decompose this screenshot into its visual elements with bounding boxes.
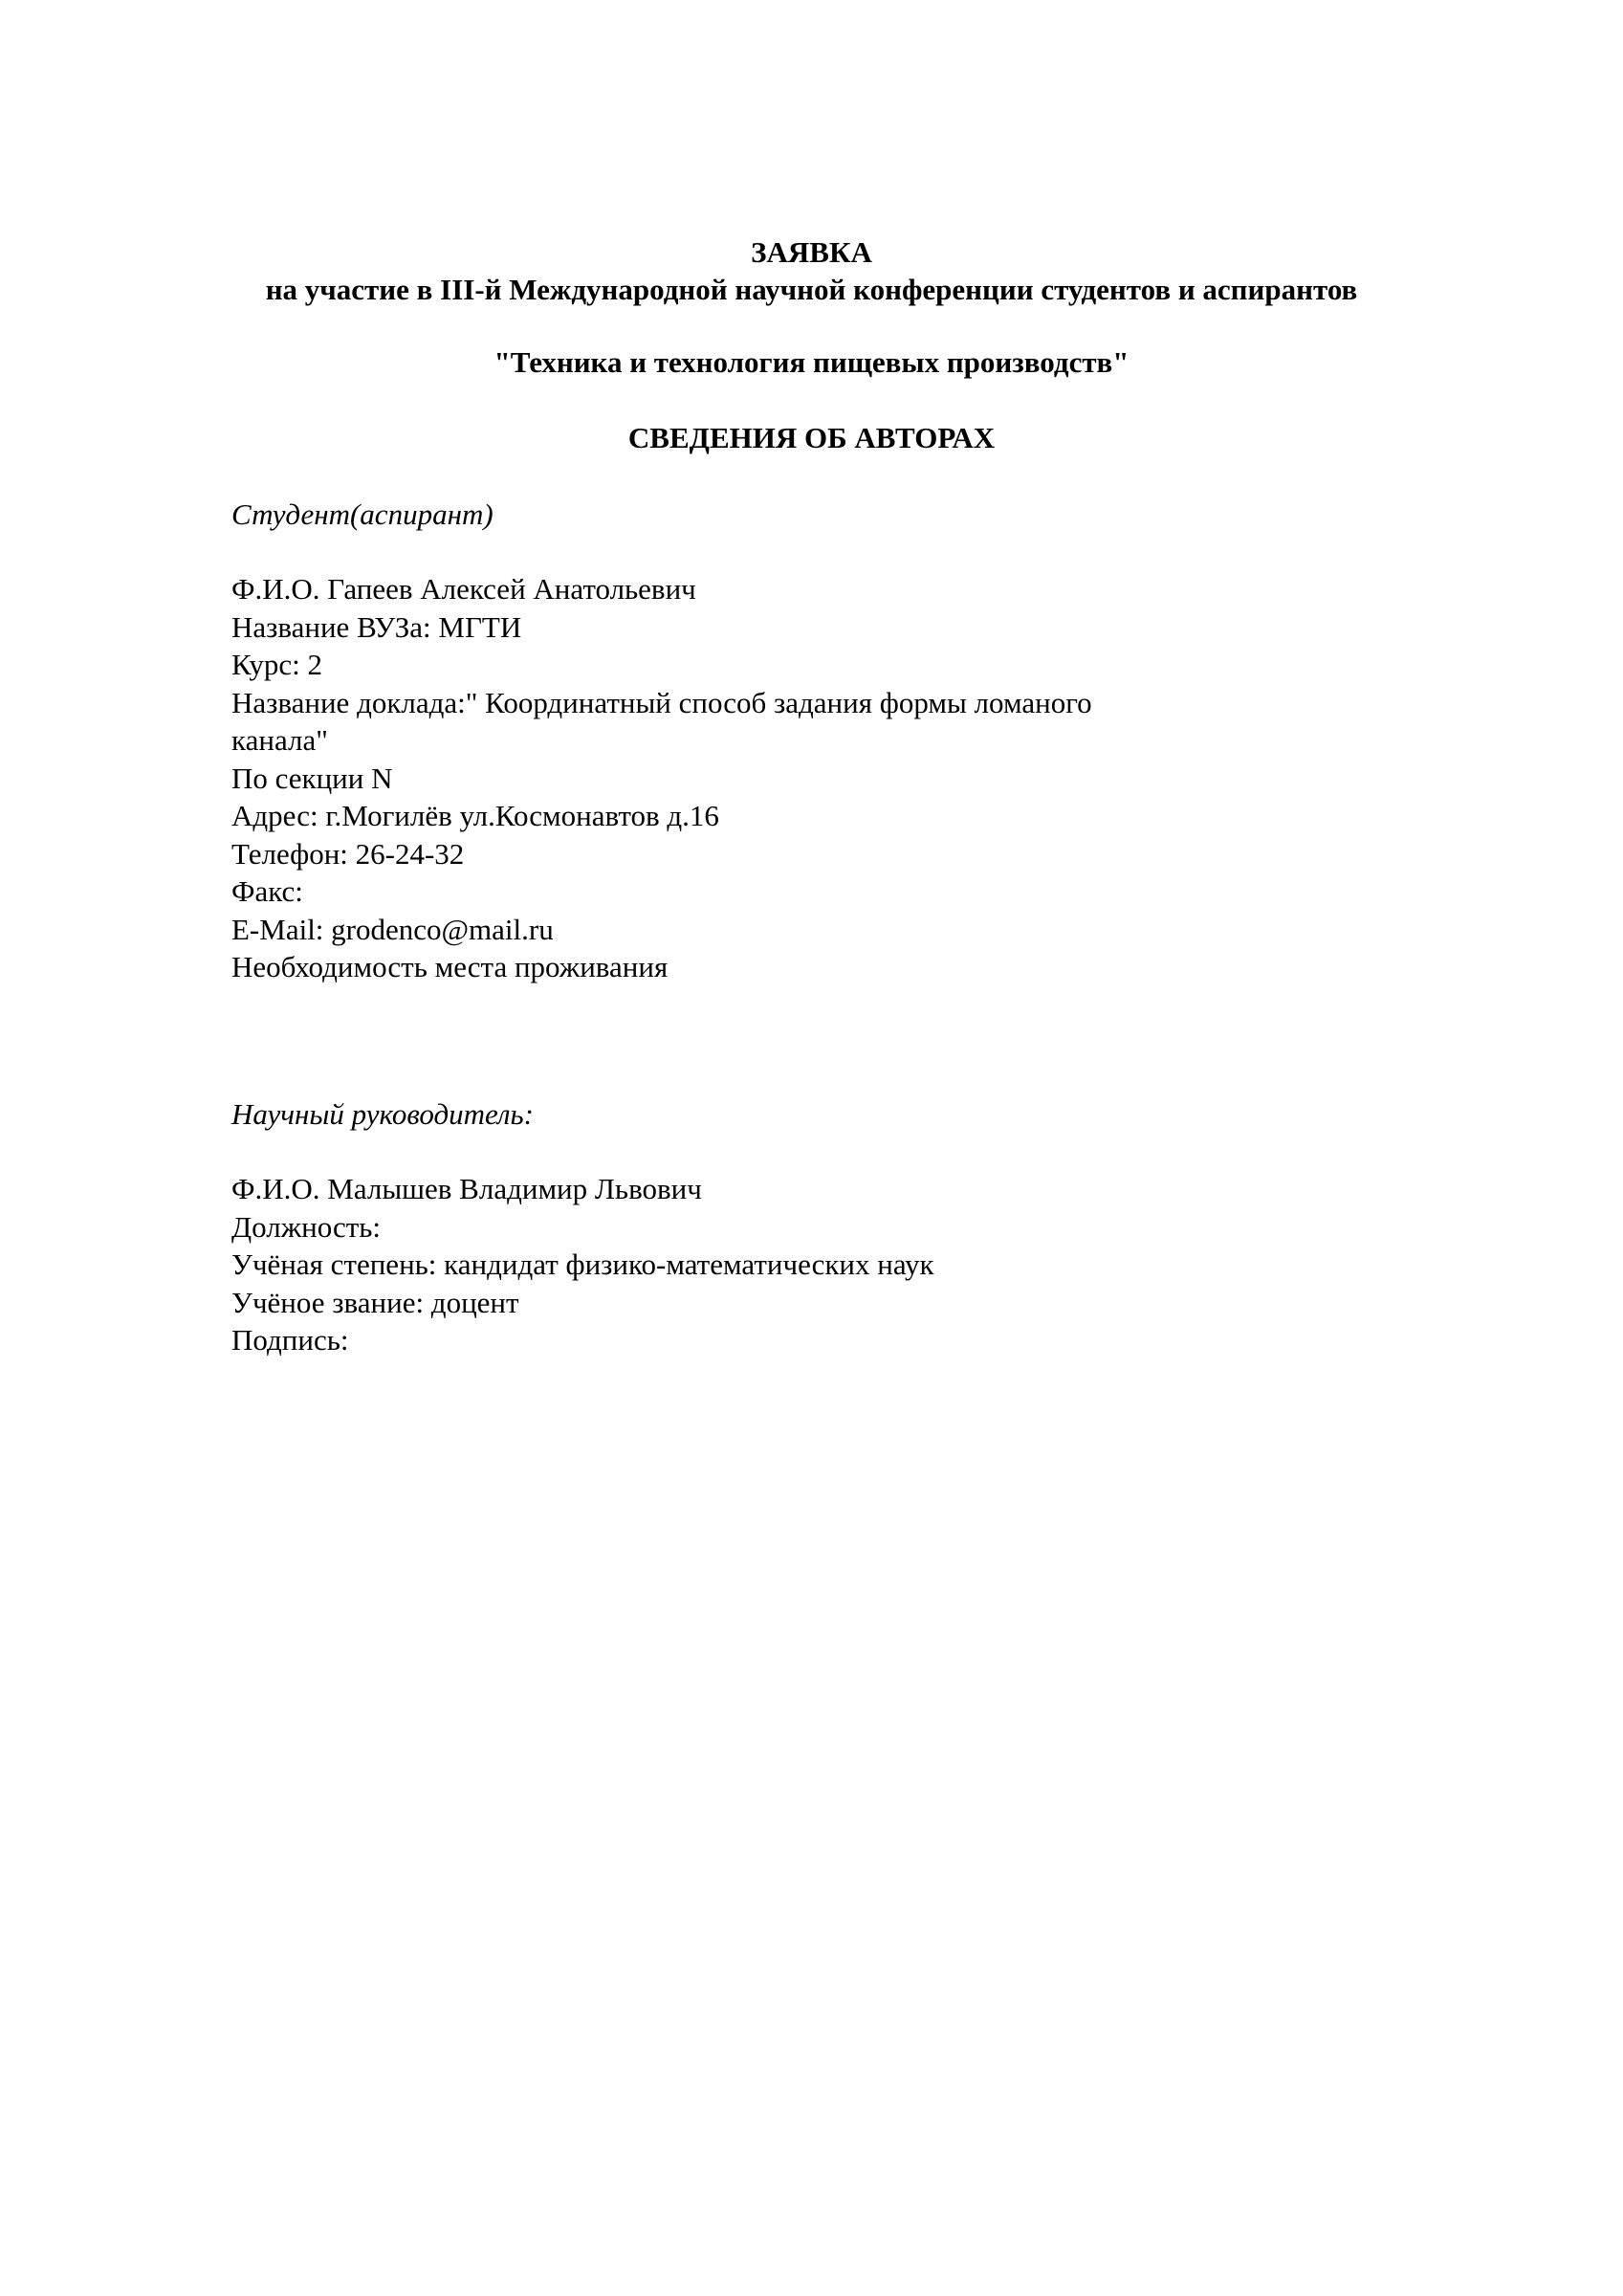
supervisor-title: Учёное звание: доцент — [231, 1285, 519, 1319]
student-section: По секции N — [231, 761, 393, 795]
student-info — [231, 570, 1092, 986]
student-report-title: Название доклада:" Координатный способ задания формы ломаного — [231, 685, 1092, 719]
supervisor-heading: Научный руководитель: — [231, 1097, 534, 1131]
supervisor-position: Должность: — [231, 1209, 382, 1244]
student-address: Адрес: г.Могилёв ул.Космонавтов д.16 — [231, 799, 719, 832]
student-phone: Телефон: 26-24-32 — [231, 836, 465, 871]
student-fax: Факс: — [231, 874, 303, 908]
supervisor-degree: Учёная степень: кандидат физико-математических наук — [231, 1247, 934, 1281]
document-title: ЗАЯВКА — [751, 235, 872, 269]
student-email: E-Mail: grodenco@mail.ru — [231, 912, 554, 946]
student-heading: Студент(аспирант) — [231, 497, 493, 531]
supervisor-info — [231, 1170, 934, 1359]
student-course: Курс: 2 — [231, 648, 322, 681]
section-heading: СВЕДЕНИЯ ОБ АВТОРАХ — [627, 421, 996, 454]
conference-name: "Техника и технология пищевых производств" — [493, 345, 1130, 379]
student-report-title-cont: канала" — [231, 723, 328, 757]
student-accommodation: Необходимость места проживания — [231, 950, 669, 983]
student-university: Название ВУЗа: МГТИ — [231, 609, 522, 644]
supervisor-signature: Подпись: — [231, 1323, 349, 1357]
supervisor-full-name: Ф.И.О. Малышев Владимир Львович — [231, 1172, 702, 1205]
student-full-name: Ф.И.О. Гапеев Алексей Анатольевич — [231, 572, 696, 606]
document-subtitle: на участие в III-й Международной научной конференции студентов и аспирантов — [265, 273, 1358, 306]
